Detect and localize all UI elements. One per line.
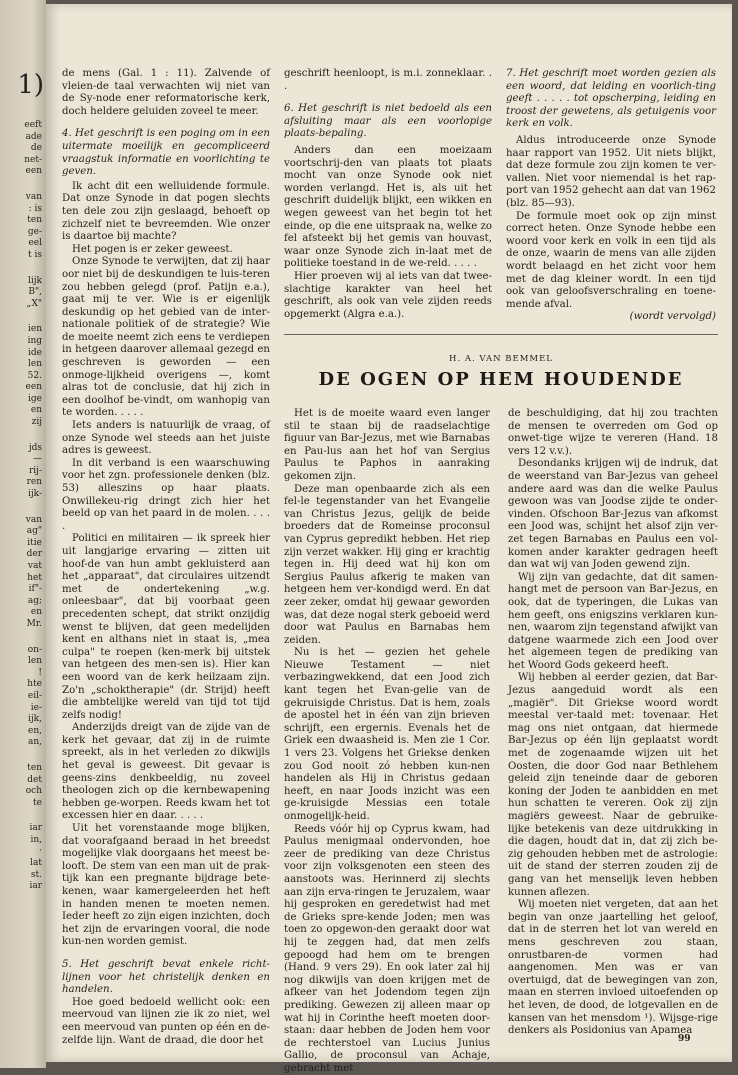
paragraph: Uit het vorenstaande moge blijken, dat voorafgaand beraad in het breedst mogelijke vlak doorgaans het meest be-looft. De stem van een man uit de prak-tijk kan een pregnante bijdrage bete-kenen, waar kamergeleerden het heft in handen menen te moeten nemen. Ieder heeft zo zijn eigen inzichten, doch het zijn de ervaringen vooral, die node kun-nen worden gemist. xyxy=(62,823,270,948)
margin-fragment: hte xyxy=(27,679,42,690)
column-5 xyxy=(508,408,718,1038)
margin-fragment: „X" xyxy=(26,298,42,309)
column-4 xyxy=(284,408,490,1075)
margin-fragment: ge- xyxy=(27,226,42,237)
margin-fragment: zij xyxy=(31,417,42,428)
margin-fragment: en xyxy=(30,405,42,416)
margin-fragment: van xyxy=(25,191,42,202)
continued-note: (wordt vervolgd) xyxy=(629,311,716,323)
section-heading-7: 7. Het geschrift moet worden gezien als een woord, dat leiding en voorlich-ting geeft . . . . . tot opscherping, leiding en troost der gewetens, als getuigenis voor kerk en volk. xyxy=(506,68,716,130)
margin-fragment: — xyxy=(33,454,42,465)
paragraph: de mens (Gal. 1 : 11). Zalvende of vleien-de taal verwachten wij niet van de Sy-node ener reformatorische kerk, doch heldere geluiden zoveel te meer. xyxy=(62,68,270,117)
margin-fragment: ijk, xyxy=(28,714,42,725)
margin-fragment: och xyxy=(25,786,42,797)
paragraph: In dit verband is een waarschuwing voor het zgn. professionele denken (blz. 53) alleszins op haar plaats. Onwillekeu-rig dringt zich hier het beeld op van het paard in de molen. . . . . xyxy=(62,457,270,532)
margin-fragment: ide xyxy=(28,347,42,358)
margin-fragment: det xyxy=(27,774,42,785)
paragraph: Politici en militairen — ik spreek hier uit langjarige ervaring — zitten uit hoof-de van hun ambt gekluisterd aan het „apparaat", dat circulaires uitzendt met de ondertekening „w.g. onleesbaar", dat bij voorbaat geen precedenten schept, dat strikt onzijdig wenst te blijven, dat geen medelijden kent en althans niet in staat is, „mea culpa" te roepen (ken-merk bij uitstek van hetgeen des men-sen is). Hier kan een woord van de kerk heilzaam zijn. Zo'n „schoktherapie" (dr. Strijd) heeft die ambtelijke wereld van tijd tot tijd zelfs nodig! xyxy=(62,533,270,721)
paragraph: Desondanks krijgen wij de indruk, dat de weerstand van Bar-Jezus van geheel andere aard was dan die welke Paulus gewoon was van Joodse zijde te onder-vinden. Ofschoon Bar-Jezus van afkomst een Jood was, schijnt het alsof zijn ver-zet tegen Barnabas en Paulus een vol-komen ander karakter gedragen heeft dan wat wij van Joden gewend zijn. xyxy=(508,458,718,571)
margin-fragment: eel xyxy=(28,238,42,249)
paragraph: Het pogen is er zeker geweest. xyxy=(72,243,233,255)
margin-fragment: van xyxy=(25,514,42,525)
margin-fragment: B", xyxy=(28,287,42,298)
margin-fragment: jds xyxy=(28,442,42,453)
section-heading-6: 6. Het geschrift is niet bedoeld als een afsluiting maar als een voorlopige plaats-bepaling. xyxy=(284,103,492,140)
margin-fragment-list xyxy=(0,120,46,893)
margin-fragment: len xyxy=(27,359,42,370)
margin-fragment: een xyxy=(25,382,42,393)
margin-fragment: t is xyxy=(28,249,42,260)
document-page xyxy=(46,4,732,1074)
section-heading-5: 5. Het geschrift bevat enkele richt-lijnen voor het christelijk denken en handelen. xyxy=(62,958,270,996)
margin-fragment: en, xyxy=(28,725,42,736)
margin-fragment: len xyxy=(27,656,42,667)
margin-fragment: an, xyxy=(27,737,42,748)
margin-fragment: ie- xyxy=(30,702,42,713)
margin-fragment: ag" xyxy=(26,526,42,537)
margin-fragment: if"- xyxy=(28,584,42,595)
margin-fragment: ing xyxy=(27,335,42,346)
margin-fragment: Mr. xyxy=(26,618,42,629)
margin-fragment: in, xyxy=(30,834,42,845)
section-divider xyxy=(284,334,718,335)
margin-fragment: en xyxy=(30,607,42,618)
margin-fragment: ige xyxy=(28,393,42,404)
page-number: 99 xyxy=(678,1034,691,1044)
paragraph: Anderzijds dreigt van de zijde van de kerk het gevaar, dat zij in de ruimte spreekt, als in het verleden zo dikwijls het geval is geweest. Dit gevaar is geens-zins denkbeeldig, nu zoveel theologen zich op die kernbewapening hebben ge-worpen. Reeds kwam het tot excessen hier en daar. . . . . xyxy=(62,722,270,822)
paragraph: Iets anders is natuurlijk de vraag, of onze Synode wel steeds aan het juiste adres is geweest. xyxy=(62,420,270,457)
paragraph: Wij moeten niet vergeten, dat aan het begin van onze jaartelling het geloof, dat in de sterren het lot van wereld en mens geschreven zou staan, onrustbaren-de vormen had aangenomen. Men was er van overtuigd, dat de bewegingen van zon, maan en sterren invloed uitoefenden op het leven, de dood, de lotgevallen en de kansen van het mensdom ¹). Wijsge-rige denkers als Posidonius van Apamea xyxy=(508,899,718,1037)
margin-fragment: rij- xyxy=(28,465,42,476)
margin-fragment: ! xyxy=(38,667,42,678)
paragraph: Anders dan een moeizaam voortschrij-den van plaats tot plaats mocht van onze Synode ook niet worden verlangd. Het is, als uit het geschrift duidelijk blijkt, een wikken en wegen geweest van het begin tot het einde, op die ene uitspraak na, welke zo fel afsteekt bij het gemis van houvast, waar onze Synode zich in-laat met de politieke toestand in de we-reld. . . . . xyxy=(284,144,492,270)
margin-fragment: ag; xyxy=(27,595,42,606)
margin-fragment: on- xyxy=(27,644,42,655)
section-heading-4: 4. Het geschrift is een poging om in een uitermate moeilijk en gecompliceerd vraagstuk informatie en voorlichting te geven. xyxy=(62,128,270,178)
margin-fragment: ten xyxy=(27,215,42,226)
article-author: H. A. VAN BEMMEL xyxy=(449,354,553,364)
paragraph: Aldus introduceerde onze Synode haar rapport van 1952. Uit niets blijkt, dat deze formule zou zijn komen te ver-vallen. Niet voor niemendal is het rap-port van 1952 gehecht aan dat van 1962 (blz. 85—93). xyxy=(506,134,716,209)
paragraph: Hier proeven wij al iets van dat twee-slachtige karakter van heel het geschrift, als ook van vele zijden reeds opgemerkt (Algra e.a.). xyxy=(284,270,492,320)
margin-fragment: ten xyxy=(27,762,42,773)
margin-fragment: het xyxy=(27,572,42,583)
paragraph: Ik acht dit een welluidende formule. Dat onze Synode in dat pogen slechts ten dele zou zijn geslaagd, behoeft op zichzelf niet te bevreemden. Wie onzer is daartoe bij machte? xyxy=(62,180,270,243)
margin-fragment: lat xyxy=(30,858,42,869)
paragraph: Nu is het — gezien het gehele Nieuwe Testament — niet verbazingwekkend, dat een Jood zich kant tegen het Evan-gelie van de gekruisigde Christus. Dat is hem, zoals de apostel het in één van zijn brieven schrijft, een ergernis. Evenals het de Griek een dwaasheid is. Men zie 1 Cor. 1 vers 23. Volgens het Griekse denken zou God nooit zó hebben kun-nen handelen als Hij in Christus gedaan heeft, en naar Joods inzicht was een ge-kruisigde Messias een totale onmogelijk-heid. xyxy=(284,647,490,822)
margin-fragment: iar xyxy=(29,823,42,834)
paragraph: de beschuldiging, dat hij zou trachten de mensen te overreden om God op onwet-tige wijze te vereren (Hand. 18 vers 12 v.v.). xyxy=(508,408,718,457)
margin-fragment: eil- xyxy=(27,690,42,701)
paragraph: De formule moet ook op zijn minst correct heten. Onze Synode hebbe een woord voor kerk en volk in een tijd als de onze, waarin de mens van alle zijden wordt belaagd en het zicht voor hem met de dag kleiner wordt. In een tijd ook van geloofsverschraling en toene-mende afval. xyxy=(506,210,716,310)
margin-fragment: vat xyxy=(27,561,42,571)
adjacent-page-margin xyxy=(0,0,46,1068)
margin-fragment: ien xyxy=(27,324,42,335)
margin-fragment: itie xyxy=(27,537,42,548)
column-3 xyxy=(506,68,716,324)
paragraph: Hoe goed bedoeld wellicht ook: een meervoud van lijnen zie ik zo niet, wel een meervoud van punten op één en de-zelfde lijn. Want de draad, die door het xyxy=(62,996,270,1046)
margin-fragment: 1) xyxy=(17,70,44,100)
margin-fragment: een xyxy=(25,166,42,177)
column-1 xyxy=(62,68,270,1047)
paragraph: geschrift heenloopt, is m.i. zonneklaar. . . xyxy=(284,68,492,92)
margin-fragment: de xyxy=(30,143,42,154)
margin-fragment: ade xyxy=(25,131,42,142)
margin-fragment: eeft xyxy=(24,120,42,130)
column-2 xyxy=(284,68,492,321)
margin-fragment: ijk- xyxy=(27,489,42,500)
margin-fragment: iar xyxy=(29,881,42,892)
paragraph: Onze Synode te verwijten, dat zij haar oor niet bij de deskundigen te luis-teren zou hebben gelegd (prof. Patijn e.a.), gaat mij te ver. Wie is er eigenlijk deskundig op het gebied van de inter-nationale politiek of de strategie? Wie de moeite neemt zich eens te verdiepen in hetgeen daarover allemaal gezegd en geschreven is geworden — een onmoge-lijkheid overigens —, komt alras tot de conclusie, dat hij zich in een doolhof be-vindt, om wanhopig van te worden. . . . . xyxy=(62,256,270,419)
margin-fragment: : is xyxy=(28,203,42,214)
paragraph: Wij zijn van gedachte, dat dit samen-hangt met de persoon van Bar-Jezus, en ook, dat de typeringen, die Lukas van hem geeft, ons enigszins verklaren kun-nen, waarom zijn tegenstand afwijkt van datgene waarmede zich een Jood over het algemeen tegen de prediking van het Woord Gods gekeerd heeft. xyxy=(508,571,718,671)
margin-fragment: ren xyxy=(26,477,42,488)
paragraph: Deze man openbaarde zich als een fel-le tegenstander van het Evangelie van Christus Jezus, gelijk de beide broeders dat de Romeinse proconsul van Cyprus gepredikt hebben. Het riep zijn verzet wakker. Hij ging er krachtig tegen in. Hij deed wat hij kon om Sergius Paulus afkerig te maken van hetgeen hem ver-kondigd werd. En dat zeer zeker, omdat hij gewaar geworden was, dat deze nogal sterk geboeid werd door wat Paulus en Barnabas hem zeiden. xyxy=(284,483,490,646)
margin-fragment: st. xyxy=(30,869,42,880)
margin-fragment: net- xyxy=(24,154,42,165)
paragraph: Wij hebben al eerder gezien, dat Bar-Jezus aangeduid wordt als een „magiër". Dit Griekse woord wordt meestal ver-taald met: tovenaar. Het mag ons niet ontgaan, dat hiermede Bar-Jezus op één lijn geplaatst wordt met de zogenaamde wijzen uit het Oosten, die door God naar Bethlehem geleid zijn teneinde daar de geboren koning der Joden te aanbidden en met hun schatten te vereren. Ook zij zijn magiërs geweest. Naar de gebruike-lijke betekenis van deze uitdrukking in die dagen, houdt dat in, dat zij zich be-zig gehouden hebben met de astrologie: uit de stand der sterren zouden zij de gang van het menselijk leven hebben kunnen aflezen. xyxy=(508,672,718,898)
margin-fragment: · xyxy=(39,846,42,857)
margin-fragment: te xyxy=(33,797,42,808)
paragraph: Reeds vóór hij op Cyprus kwam, had Paulus menigmaal ondervonden, hoe zeer de prediking van deze Christus voor zijn volksgenoten een steen des aanstoots was. Herinnerd zij slechts aan zijn erva-ringen te Jeruzalem, waar hij gesproken en geredetwist had met de Grieks spre-kende Joden; men was toen zo opgewon-den geraakt door wat hij te zeggen had, dat men zelfs gepoogd had hem om te brengen (Hand. 9 vers 29). En ook later zal hij nog dikwijls van doen krijgen met de afkeer van het Jodendom tegen zijn prediking. Gewezen zij alleen maar op wat hij in Corinthe heeft moeten door-staan: daar hebben de Joden hem voor de rechterstoel van Lucius Junius Gallio, de proconsul van Achaje, gebracht met xyxy=(284,823,490,1074)
margin-fragment: 52. xyxy=(27,370,42,381)
paragraph: Het is de moeite waard even langer stil te staan bij de raadselachtige figuur van Bar-Jezus, met wie Barnabas en Pau-lus aan het hof van Sergius Paulus te Paphos in aanraking gekomen zijn. xyxy=(284,408,490,482)
margin-fragment: lijk xyxy=(27,275,42,286)
margin-fragment: der xyxy=(26,549,42,560)
article-title: DE OGEN OP HEM HOUDENDE xyxy=(318,369,684,390)
